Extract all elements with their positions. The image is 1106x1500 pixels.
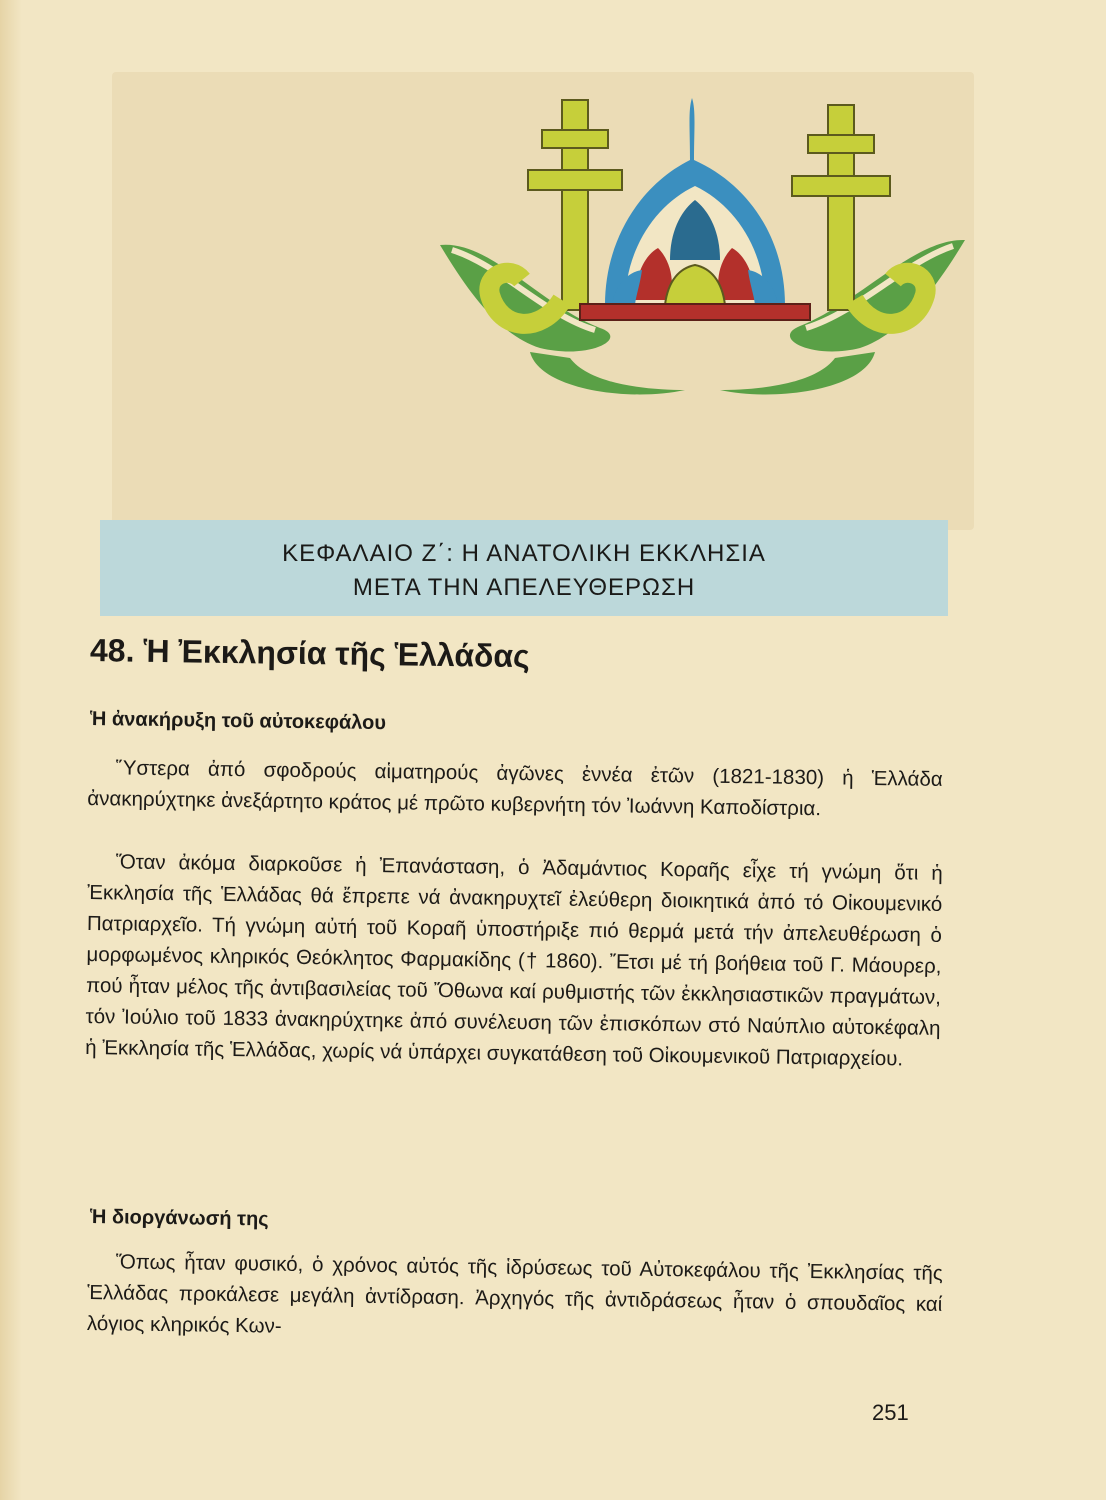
chapter-title-line-2: ΜΕΤΑ ΤΗΝ ΑΠΕΛΕΥΘΕΡΩΣΗ	[352, 574, 696, 601]
chapter-title-line-1: ΚΕΦΑΛΑΙΟ Ζ΄: Η ΑΝΑΤΟΛΙΚΗ ΕΚΚΛΗΣΙΑ	[282, 540, 766, 567]
right-leaf	[790, 240, 965, 352]
left-cross-bar-top	[542, 130, 608, 148]
cross-dome-ornament-icon	[430, 90, 970, 420]
bottom-left-scroll	[530, 352, 685, 394]
paragraph: Ὅπως ἦταν φυσικό, ὁ χρόνος αὐτός τῆς ἱδρύσεως τοῦ Αὐτοκεφάλου τῆς Ἐκκλησίας τῆς Ἑλλάδας προκάλεσε μεγάλη ἀντίδραση. Ἀρχηγός τῆς ἀντιδράσεως ἦταν ὁ σπουδαῖος καί λόγιος κληρικός Κων-	[86, 1250, 943, 1338]
subsection-heading-organization: Ἡ διοργάνωσή της	[89, 1206, 269, 1231]
right-cross-bar-top	[808, 135, 874, 153]
paragraph: Ὕστερα ἀπό σφοδρούς αἱματηρούς ἀγῶνες ἐννέα ἐτῶν (1821-1830) ἡ Ἑλλάδα ἀνακηρύχτηκε ἀνεξάρτητο κράτος μέ πρῶτο κυβερνήτη τόν Ἰωάννη Καποδίστρια.	[87, 756, 943, 821]
subsection-heading-autocephaly: Ἡ ἀνακήρυξη τοῦ αὐτοκεφάλου	[89, 708, 387, 735]
right-cross-bar-bottom	[792, 176, 890, 196]
chapter-banner	[100, 520, 948, 616]
dome-base	[580, 304, 810, 320]
paragraph: Ὅταν ἀκόμα διαρκοῦσε ἡ Ἐπανάσταση, ὁ Ἀδαμάντιος Κοραῆς εἶχε τή γνώμη ὅτι ἡ Ἐκκλησία τῆς Ἑλλάδας θά ἔπρεπε νά ἀνακηρυχτεῖ ἐλεύθερη διοικητικά ἀπό τό Οἰκουμενικό Πατριαρχεῖο. Τή γνώμη αὐτή τοῦ Κοραῆ ὑποστήριξε πιό θερμά μετά τήν ἀπελευθέρωση ὁ μορφωμένος κληρικός Θεόκλητος Φαρμακίδης († 1860). Ἔτσι μέ τή βοήθεια τοῦ Γ. Μάουρερ, πού ἦταν μέλος τῆς ἀντιβασιλείας τοῦ Ὄθωνα καί ρυθμιστής τῶν ἐκκλησιαστικῶν πραγμάτων, τόν Ἰούλιο τοῦ 1833 ἀνακηρύχτηκε ἀπό συνέλευση τῶν ἐπισκόπων στό Ναύπλιο αὐτοκέφαλη ἡ Ἐκκλησία τῆς Ἑλλάδας, χωρίς νά ὑπάρχει συγκατάθεση τοῦ Οἰκουμενικοῦ Πατριαρχείου.	[85, 850, 943, 1071]
page-edge	[0, 0, 22, 1500]
left-cross-bar-bottom	[528, 170, 622, 190]
bottom-right-scroll	[720, 352, 875, 394]
page-number: 251	[872, 1400, 909, 1425]
section-title: 48. Ἡ Ἐκκλησία τῆς Ἑλλάδας	[89, 632, 530, 675]
